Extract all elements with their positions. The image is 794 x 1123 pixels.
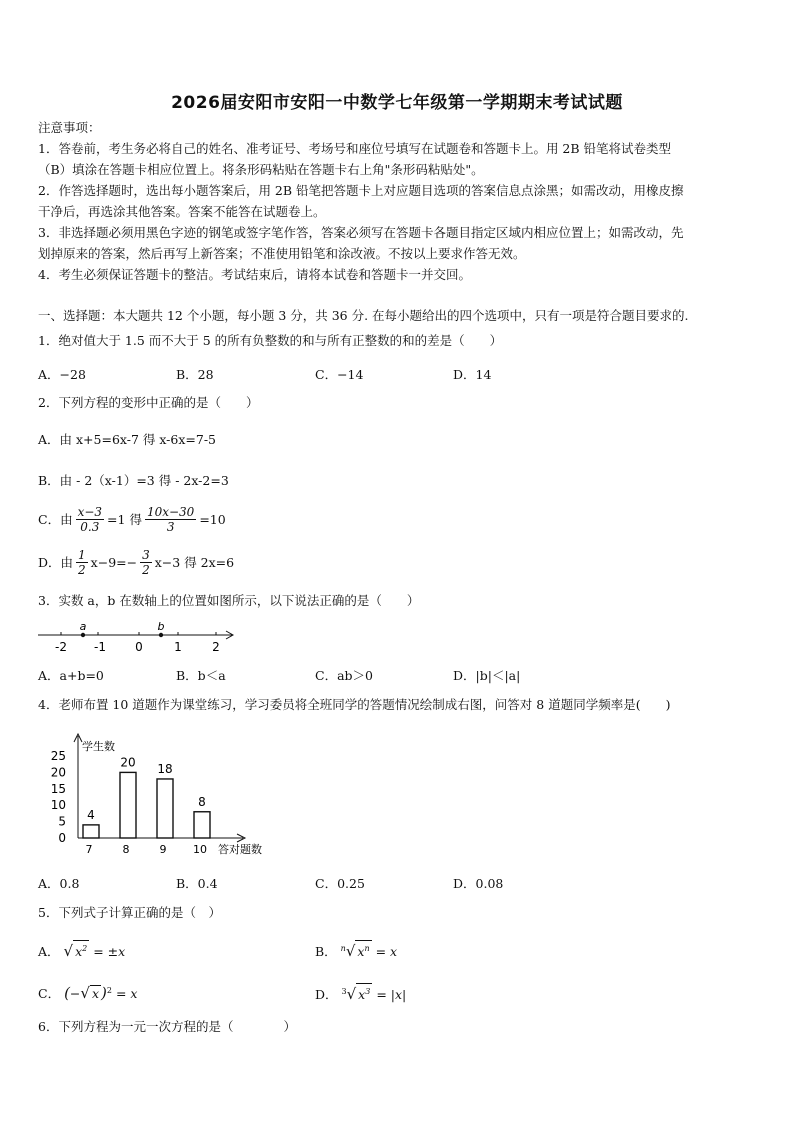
exponent: 2: [106, 986, 112, 995]
axis-label: -1: [94, 640, 106, 654]
root-index: 3: [341, 987, 347, 996]
bar-data-label: 18: [157, 761, 173, 776]
bar-data-label: 4: [87, 807, 95, 822]
option-b: B．b＜a: [176, 668, 226, 683]
point-a-marker: [81, 633, 85, 637]
fraction: $\frac{3}{2}$: [142, 548, 150, 577]
question-5-option-b: B． $^n$√ $x^n = x$: [315, 940, 397, 960]
y-axis-label: 学生数: [82, 740, 115, 753]
number-line: [36, 618, 241, 658]
question-2-option-d: D．由 $\frac{1}{2}$ x−9=− $\frac{3}{2}$ x−3 得 2x=6: [38, 548, 235, 577]
fraction: $\frac{1}{2}$: [78, 548, 86, 577]
y-tick-label: 0: [58, 831, 66, 845]
section-heading: 一、选择题：本大题共 12 个小题，每小题 3 分，共 36 分. 在每小题给出的四个选项中，只有一项是符合题目要求的.: [38, 308, 689, 323]
root-index: n: [340, 944, 346, 953]
radical-icon: √: [80, 984, 90, 1003]
question-4-stem: 4．老师布置 10 道题作为课堂练习，学习委员将全班同学的答题情况绘制成右图，问答对 8 道题同学频率是( ): [38, 697, 671, 712]
question-5-option-a: A． √ $x^2 = \pm x$: [38, 940, 125, 960]
x-tick-label: 8: [122, 843, 130, 856]
bar: [120, 772, 136, 838]
option-b: B．28: [176, 367, 214, 382]
bar-data-label: 20: [120, 755, 136, 770]
question-3-stem: 3．实数 a，b 在数轴上的位置如图所示，以下说法正确的是（ ）: [38, 593, 420, 608]
y-tick-label: 20: [50, 765, 66, 780]
question-5-option-d: D． $^3$√ $x^3 = |x|$: [315, 983, 406, 1003]
page-title: 2026届安阳市安阳一中数学七年级第一学期期末考试试题: [171, 93, 623, 113]
option-b: B．0.4: [176, 876, 218, 891]
note-line: 划掉原来的答案，然后再写上新答案；不准使用铅笔和涂改液。不按以上要求作答无效。: [38, 246, 526, 261]
axis-label: 2: [212, 640, 220, 654]
y-tick-label: 15: [50, 781, 66, 796]
notes-header: 注意事项：: [38, 120, 101, 135]
x-tick-label: 10: [193, 843, 207, 856]
question-2-option-c: C．由 $\frac{x-3}{0.3}$ =1 得 $\frac{10x-30}{3}$ =10: [38, 505, 226, 534]
option-d: D．0.08: [453, 876, 504, 891]
bar: [157, 779, 173, 838]
question-1-stem: 1．绝对值大于 1.5 而不大于 5 的所有负整数的和与所有正整数的和的差是（ ）: [38, 333, 503, 348]
question-5-stem: 5．下列式子计算正确的是（ ）: [38, 905, 221, 920]
point-b-label: b: [157, 620, 165, 633]
bar: [194, 812, 210, 838]
option-a: A．0.8: [38, 876, 80, 891]
point-b-marker: [159, 633, 163, 637]
axis-label: -2: [55, 640, 67, 654]
x-axis-label: 答对题数: [218, 843, 262, 856]
y-tick-label: 25: [50, 749, 66, 763]
question-2-option-b: B．由 - 2（x-1）=3 得 - 2x-2=3: [38, 473, 229, 488]
point-a-label: a: [79, 620, 87, 633]
y-tick-label: 10: [50, 798, 66, 813]
note-line: 4．考生必须保证答题卡的整洁。考试结束后，请将本试卷和答题卡一并交回。: [38, 267, 471, 282]
question-2-option-a: A．由 x+5=6x-7 得 x-6x=7-5: [38, 432, 217, 447]
option-a: A．a+b=0: [38, 668, 104, 683]
x-tick-label: 9: [159, 843, 167, 856]
option-a: A．−28: [38, 367, 86, 382]
bar: [83, 825, 99, 838]
radical-icon: √: [345, 942, 356, 961]
note-line: （B）填涂在答题卡相应位置上。将条形码粘贴在答题卡右上角"条形码粘贴处"。: [38, 162, 484, 177]
option-c: C．0.25: [315, 876, 365, 891]
radical-icon: √: [346, 985, 357, 1004]
note-line: 1．答卷前，考生务必将自己的姓名、准考证号、考场号和座位号填写在试题卷和答题卡上。用 2B 铅笔将试卷类型: [38, 141, 672, 156]
bar-data-label: 8: [198, 794, 206, 809]
option-c: C．ab＞0: [315, 668, 373, 683]
radical-icon: √: [63, 942, 74, 961]
axis-label: 0: [135, 640, 143, 654]
x-tick-label: 7: [85, 843, 93, 856]
radicand: x: [91, 986, 100, 1002]
question-2-stem: 2．下列方程的变形中正确的是（ ）: [38, 395, 259, 410]
option-d: D．|b|＜|a|: [453, 668, 521, 683]
fraction: $\frac{x-3}{0.3}$: [77, 505, 103, 534]
option-d: D．14: [453, 367, 492, 382]
radicand: $x^n$: [355, 940, 371, 960]
radicand: $x^2$: [73, 940, 89, 960]
note-line: 3．非选择题必须用黑色字迹的钢笔或签字笔作答，答案必须写在答题卡各题目指定区域内相应位置上；如需改动，先: [38, 225, 684, 240]
question-5-option-c: C． (−√ x )$^2$ = x: [38, 984, 138, 1003]
bar-chart: [36, 728, 276, 860]
fraction: $\frac{10x-30}{3}$: [146, 505, 195, 534]
radicand: $x^3$: [356, 983, 372, 1003]
option-c: C．−14: [315, 367, 364, 382]
y-tick-label: 5: [58, 814, 66, 829]
note-line: 2．作答选择题时，选出每小题答案后，用 2B 铅笔把答题卡上对应题目选项的答案信息点涂黑；如需改动，用橡皮擦: [38, 183, 684, 198]
note-line: 干净后，再选涂其他答案。答案不能答在试题卷上。: [38, 204, 326, 219]
question-6-stem: 6．下列方程为一元一次方程的是（ ）: [38, 1019, 296, 1034]
axis-label: 1: [174, 640, 182, 654]
